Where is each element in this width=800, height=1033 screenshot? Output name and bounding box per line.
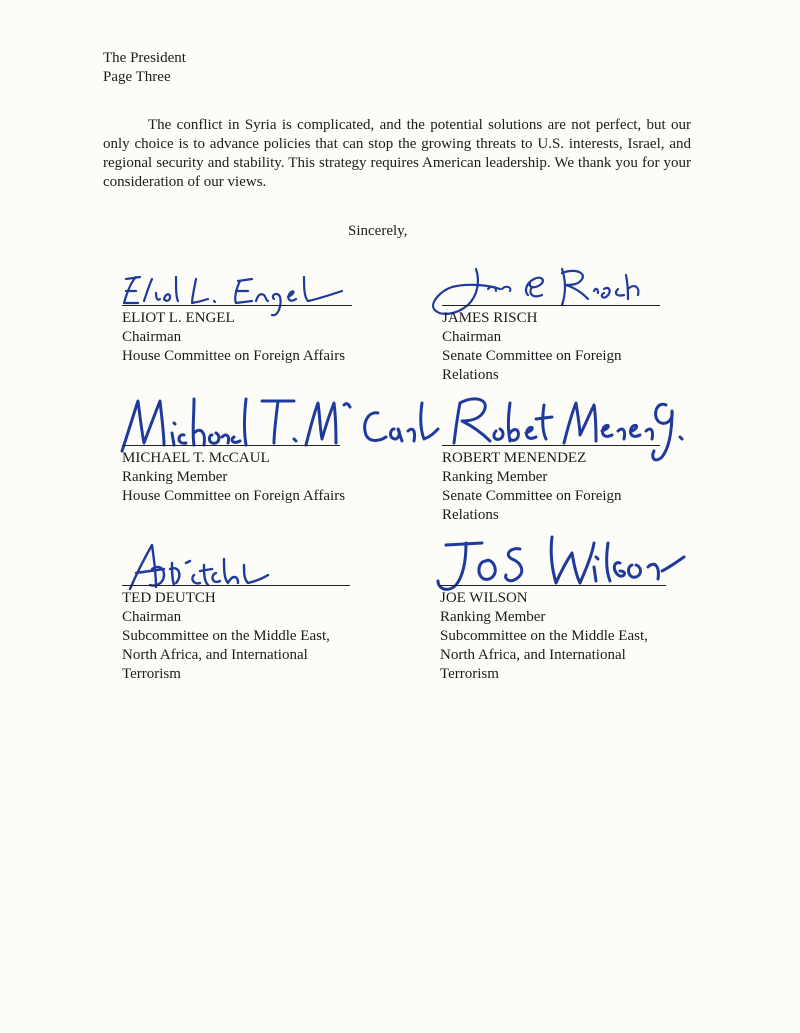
- signatory-org-line: Relations: [442, 507, 499, 523]
- signature-line: [442, 445, 660, 446]
- signature-line: [440, 585, 666, 586]
- signatory-title: Chairman: [122, 329, 182, 345]
- signatory-name: MICHAEL T. McCAUL: [122, 450, 270, 466]
- recipient-line: The President: [103, 50, 186, 66]
- signatory-org-line: Senate Committee on Foreign: [442, 348, 622, 364]
- signatory-org-line: North Africa, and International: [440, 647, 626, 663]
- signatory-org-line: Relations: [442, 367, 499, 383]
- signatory-org-line: Subcommittee on the Middle East,: [122, 628, 330, 644]
- page-number-line: Page Three: [103, 69, 171, 85]
- signatory-title: Ranking Member: [440, 609, 546, 625]
- signature-line: [442, 305, 660, 306]
- signatory-name: JAMES RISCH: [442, 310, 538, 326]
- handwritten-signature-deutch: [124, 539, 284, 595]
- signatory-title: Chairman: [122, 609, 182, 625]
- signature-line: [122, 585, 350, 586]
- signatory-org-line: Terrorism: [122, 666, 181, 682]
- signatory-name: ROBERT MENENDEZ: [442, 450, 587, 466]
- signatory-name: ELIOT L. ENGEL: [122, 310, 235, 326]
- signatory-name: TED DEUTCH: [122, 590, 216, 606]
- signatory-title: Ranking Member: [442, 469, 548, 485]
- signatory-org-line: House Committee on Foreign Affairs: [122, 488, 346, 504]
- signatory-title: Ranking Member: [122, 469, 228, 485]
- signature-line: [122, 305, 352, 306]
- signatory-org-line: Subcommittee on the Middle East,: [440, 628, 648, 644]
- closing-salutation: Sincerely,: [348, 223, 408, 239]
- signatory-org-line: Senate Committee on Foreign: [442, 488, 622, 504]
- signatory-org-line: House Committee on Foreign Affairs: [122, 348, 346, 364]
- signatory-title: Chairman: [442, 329, 502, 345]
- signatory-org-line: North Africa, and International: [122, 647, 308, 663]
- signature-line: [122, 445, 340, 446]
- signatory-org-line: Terrorism: [440, 666, 499, 682]
- body-paragraph: The conflict in Syria is complicated, and the potential solutions are not perfect, but our only choice is to advance policies that can stop the growing threats to U.S. interests, Israel, and regional security and stability. This strategy requires American leadership. We thank you for your consideration of our views.: [103, 117, 691, 190]
- signatory-name: JOE WILSON: [440, 590, 528, 606]
- letter-header: [103, 49, 186, 87]
